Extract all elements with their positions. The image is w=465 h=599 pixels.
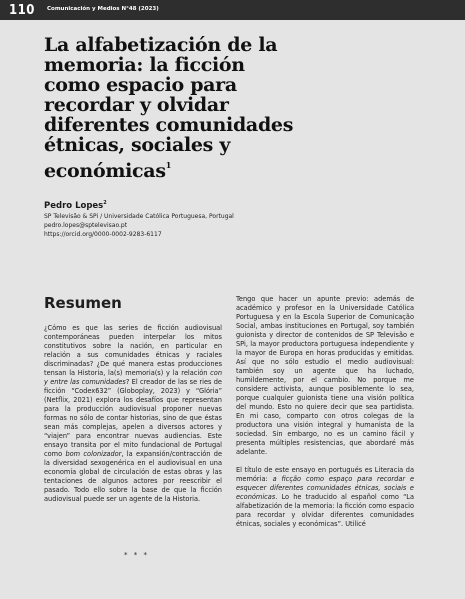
title-footnote-mark[interactable]: 1 bbox=[165, 160, 171, 170]
title-text: La alfabetización de la memoria: la ficción como espacio para recordar y olvidar diferentes comunidades étnicas, sociales y económicas bbox=[44, 34, 294, 182]
author-name bbox=[44, 200, 107, 211]
abstract-text: ¿Cómo es que las series de ficción audiovisual contemporáneas pueden interpelar los mitos constitutivos sobre la nación, en particular en relación a sus comunidades étnicas y raciales discriminadas? ¿De qué manera estas producciones tensan la Historia, la(s) memoria(s) y la relación bbox=[44, 324, 222, 377]
abstract-paragraph bbox=[44, 324, 222, 504]
body-paragraph bbox=[236, 466, 414, 529]
abstract-italic-text: con y entre las comunidades bbox=[44, 369, 222, 386]
left-column bbox=[44, 324, 222, 504]
body-text: El título de este ensayo en portugués es Literacia da memória: bbox=[236, 466, 414, 483]
author-footnote-mark[interactable]: 2 bbox=[103, 200, 107, 206]
page-number: 110 bbox=[9, 3, 35, 18]
author-name-text: Pedro Lopes bbox=[44, 200, 104, 211]
abstract-italic-text: bom colonizador bbox=[65, 450, 122, 458]
running-header bbox=[0, 0, 465, 20]
body-italic-text: a ficção como espaço para recordar e esquecer diferentes comunidades étnicas, sociais e económicas bbox=[236, 475, 414, 501]
author-details bbox=[44, 212, 344, 239]
article-title bbox=[44, 35, 304, 181]
right-column bbox=[236, 295, 414, 529]
body-paragraph: Tengo que hacer un apunte previo: además de académico y profesor en la Universidade Católica Portuguesa y en la Escola Superior de Comunicação Social, ambas instituciones en Portugal, soy también guionista y director de contenidos de SP Televisão e SPi, la mayor productora portuguesa independiente y la mayor de Europa en horas producidas y emitidas. Así que no sólo estudio el medio audiovisual: también soy un agente que ha luchado, humildemente, por el cambio. No porque me considere activista, aunque posiblemente lo sea, porque cualquier guionista tiene una visión política del mundo. Esto no quiere decir que sea partidista. En mi caso, comparto con otros colegas de la productora una visión integral y humanista de la sociedad. Sin embargo, no es un camino fácil y presenta múltiples resistencias, que abordaré más adelante. bbox=[236, 295, 414, 456]
author-email[interactable]: pedro.lopes@sptelevisao.pt bbox=[44, 222, 128, 229]
author-affiliation: SP Televisão & SPi / Universidade Católica Portuguesa, Portugal bbox=[44, 213, 234, 220]
abstract-text: , la expansión/contracción de la diversidad sexogenérica en el audiovisual en una economía global de circulación de estas obras y las tentaciones de algunos actores por reescribir el pasado. Todo ello sobre la base de que la ficción audiovisual puede ser un agente de la Historia. bbox=[44, 450, 222, 503]
abstract-heading: Resumen bbox=[44, 294, 122, 312]
body-text: . Lo he traducido al español como “La alfabetización de la memoria: la ficción como espacio para recordar y olvidar diferentes comunidades étnicas, sociales y económicas”. Utilicé bbox=[236, 493, 414, 528]
author-orcid[interactable]: https://orcid.org/0000-0002-9283-6117 bbox=[44, 231, 162, 238]
journal-name: Comunicación y Medios N°48 (2023) bbox=[47, 6, 159, 12]
abstract-text: ? El creador de las se ries de ficción “Codex632” (Globoplay, 2023) y “Glória” (Netflix, 2021) explora los desafíos que representan para la producción audiovisual proponer nuevas formas no sólo de contar historias, sino de que éstas sean más complejas, apelen a diversos actores y “viajen” para encontrar nuevas audiencias. Este ensayo transita por el mito fundacional de Portugal como bbox=[44, 378, 222, 458]
section-separator: * * * bbox=[124, 551, 149, 559]
